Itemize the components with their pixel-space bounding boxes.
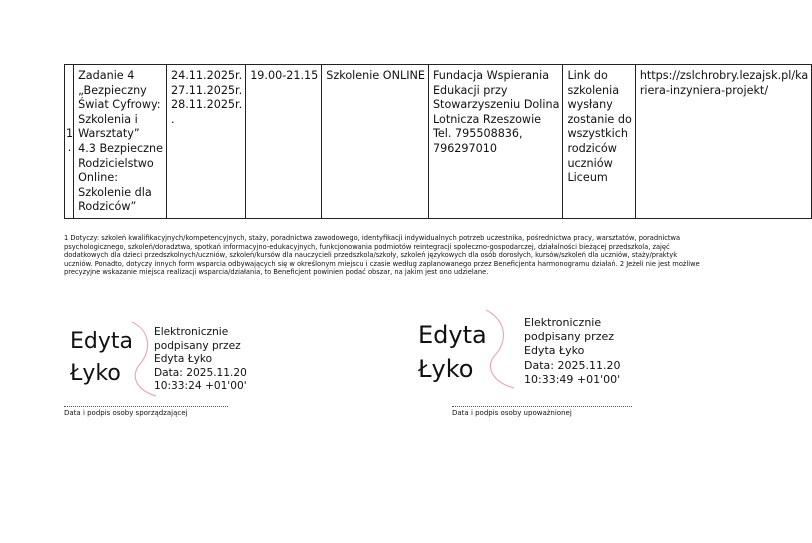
signature-details	[154, 326, 247, 394]
signer-name-line: Edyta	[70, 329, 133, 354]
organizer-line: Lotnicza Rzeszowie	[432, 112, 542, 126]
link-info-line: rodziców	[567, 141, 617, 155]
signature-detail-line: Elektronicznie	[524, 316, 602, 329]
form-value: Szkolenie ONLINE	[326, 69, 425, 82]
signer-name-line: Łyko	[70, 361, 121, 386]
date-line: 27.11.2025r.	[171, 83, 243, 97]
signature-detail-line: Edyta Łyko	[524, 344, 585, 358]
signature-detail-line: podpisany przez	[524, 330, 615, 344]
signature-detail-line: Data: 2025.11.20	[524, 358, 621, 372]
task-title-line: „Bezpieczny	[78, 83, 147, 97]
task-title-line: Online:	[78, 171, 118, 185]
time-cell	[246, 65, 322, 219]
signature-block-authorized	[414, 306, 634, 410]
date-line: 28.11.2025r.	[171, 98, 243, 112]
signature-detail-line: 10:33:24 +01'00'	[154, 380, 247, 393]
signature-detail-line: podpisany przez	[154, 339, 241, 352]
footnote: 1 Dotyczy: szkoleń kwalifikacyjnych/kompetencyjnych, staży, poradnictwa zawodowego, identyfikacji indywidualnych potrzeb uczestnika, pośrednictwa pracy, warsztatów, poradnictwa psychologicznego, szkoleń/doradztwa, spotkań informacyjno-edukacyjnych, funkcjonowania podmiotów reintegracji społeczno-gospodarczej, działalności bieżącej przedszkola, zajęć dodatkowych dla dzieci przedszkolnych/uczniów, szkoleń/kursów dla nauczycieli przedszkola/szkoły, szkoleń językowych dla osób dorosłych, kursów/szkoleń dla uczniów, staży/praktyk uczniów. Ponadto, dotyczy innych form wsparcia odbywających się w określonym miejscu i czasie według zaplanowanego przez Beneficjenta harmonogramu działań. 2 Jeżeli nie jest możliwe precyzyjne wskazanie miejsca realizacji wsparcia/działania, to Beneficjent powinien podać obszar, na jakim jest ono udzielane.	[64, 234, 700, 277]
task-title-line: Zadanie 4	[78, 69, 135, 82]
date-line: 24.11.2025r.	[171, 69, 243, 82]
signer-name-line: Łyko	[418, 355, 474, 383]
table-row	[65, 65, 812, 219]
signature-detail-line: 10:33:49 +01'00'	[524, 372, 621, 386]
link-info-line: wysłany	[567, 98, 613, 112]
task-title-cell	[74, 65, 167, 219]
task-title-line: Świat Cyfrowy:	[78, 98, 161, 112]
signature-details	[524, 316, 620, 387]
task-title-line: Szkolenie dla	[78, 185, 152, 199]
date-line: .	[171, 112, 175, 126]
link-info-cell	[563, 65, 635, 219]
signature-line	[64, 406, 228, 407]
form-cell	[322, 65, 429, 219]
link-info-line: szkolenia	[567, 83, 620, 97]
task-title-line: Rodzicielstwo	[78, 156, 154, 170]
organizer-line: Fundacja Wspierania	[432, 69, 550, 82]
link-info-line: Liceum	[567, 171, 608, 185]
organizer-line: Stowarzyszeniu Dolina	[432, 98, 560, 112]
signature-detail-line: Data: 2025.11.20	[154, 366, 247, 379]
url-line[interactable]: riera-inzyniera-projekt/	[639, 83, 769, 97]
row-number: 1.	[66, 126, 74, 155]
schedule-table	[64, 64, 812, 219]
signature-line	[452, 406, 632, 407]
url-line[interactable]: https://zslchrobry.lezajsk.pl/ka	[639, 69, 809, 82]
signature-detail-line: Elektronicznie	[154, 326, 229, 338]
organizer-line: 796297010	[432, 141, 498, 155]
task-title-line: Rodziców”	[78, 200, 137, 214]
organizer-cell	[428, 65, 562, 219]
signer-name	[418, 318, 487, 386]
organizer-line: Edukacji przy	[432, 83, 508, 97]
signer-name-line: Edyta	[418, 321, 487, 349]
organizer-line: Tel. 795508836,	[432, 127, 523, 141]
task-title-line: Warsztaty”	[78, 127, 140, 141]
link-info-line: wszystkich	[567, 127, 628, 141]
dates-cell	[167, 65, 246, 219]
task-title-line: Szkolenia i	[78, 112, 138, 126]
link-info-line: uczniów	[567, 156, 613, 170]
time-value: 19.00-21.15	[250, 69, 319, 82]
link-info-line: zostanie do	[567, 112, 632, 126]
signature-caption: Data i podpis osoby sporządzającej	[64, 409, 188, 417]
signature-block-preparer	[64, 316, 264, 420]
signer-name	[70, 326, 133, 390]
url-cell	[635, 65, 811, 219]
signature-caption: Data i podpis osoby upoważnionej	[452, 409, 572, 417]
task-title-line: 4.3 Bezpieczne	[78, 141, 163, 155]
link-info-line: Link do	[567, 69, 608, 82]
signature-detail-line: Edyta Łyko	[154, 353, 213, 366]
row-number-cell	[65, 65, 74, 219]
